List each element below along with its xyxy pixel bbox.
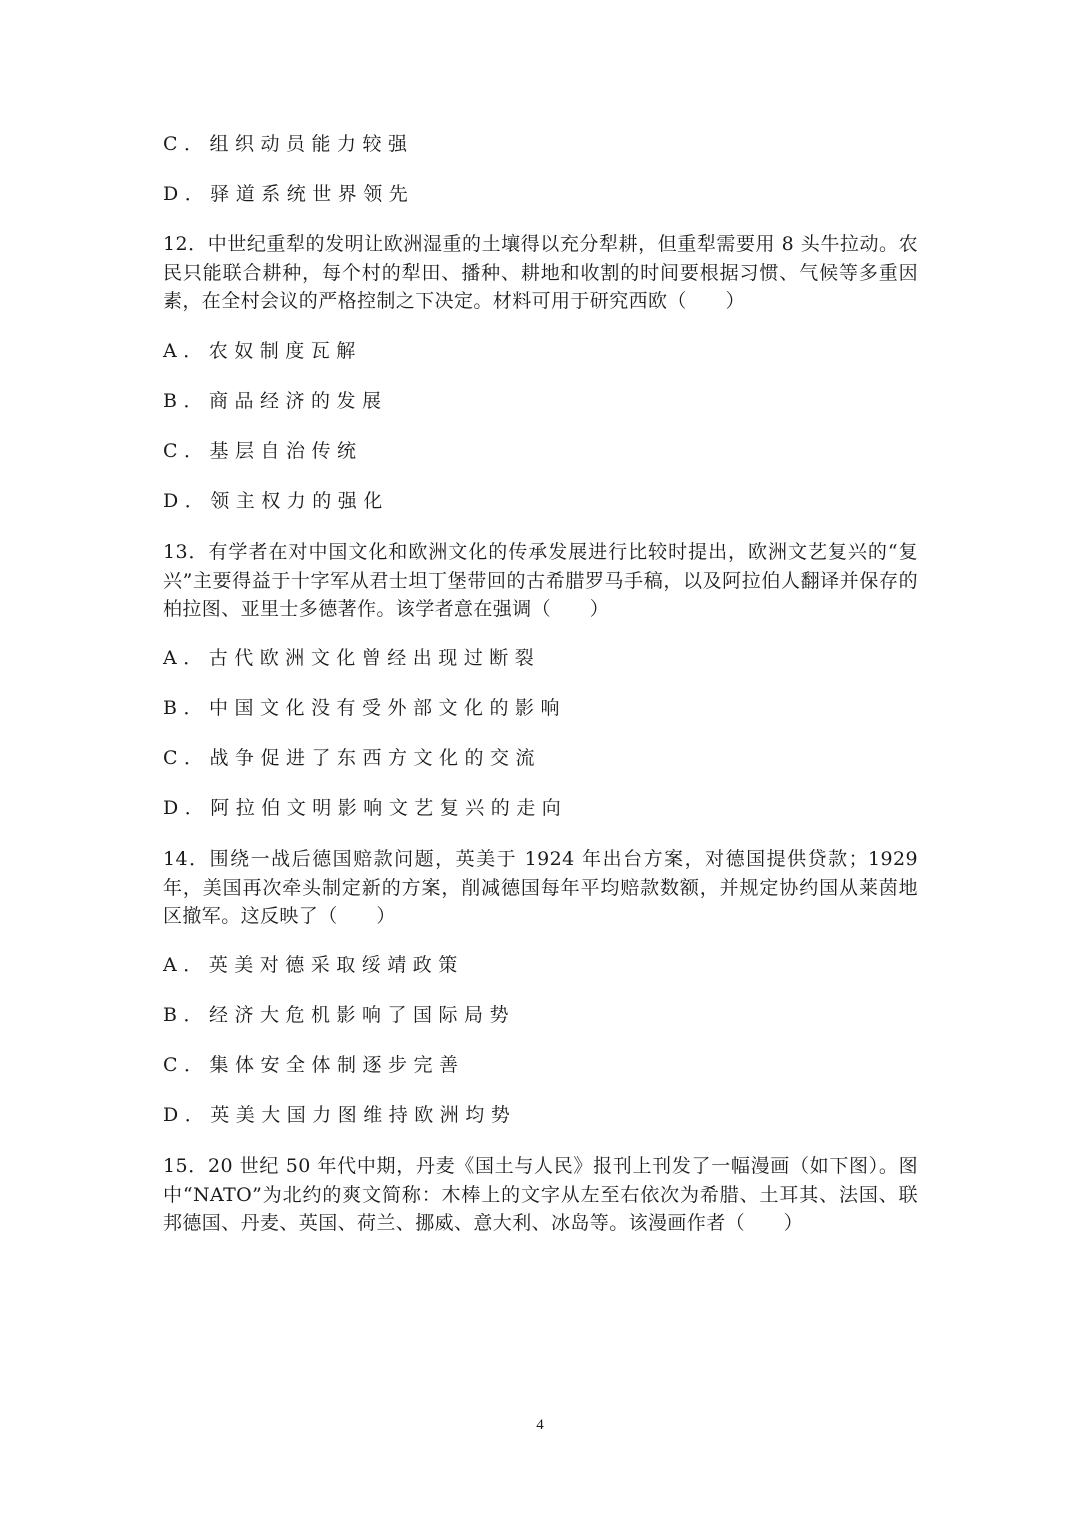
q14-option-a: A．英美对德采取绥靖政策 (163, 954, 464, 976)
q12-option-a: A．农奴制度瓦解 (163, 340, 362, 362)
q14-option-c: C．集体安全体制逐步完善 (163, 1054, 465, 1076)
q13-option-c: C．战争促进了东西方文化的交流 (163, 747, 542, 769)
q12-option-b: B．商品经济的发展 (163, 390, 388, 412)
q11-option-d: D．驿道系统世界领先 (163, 183, 415, 205)
q12-stem: 12．中世纪重犁的发明让欧洲湿重的土壤得以充分犁耕，但重犁需要用 8 头牛拉动。农民只能联合耕种，每个村的犁田、播种、耕地和收割的时间要根据习惯、气候等多重因素，在全村会议的严格控制之下决定。材料可用于研究西欧（ ） (163, 233, 918, 312)
q12-option-d: D．领主权力的强化 (163, 490, 389, 512)
q13-option-b: B．中国文化没有受外部文化的影响 (163, 697, 566, 719)
q11-option-c: C．组织动员能力较强 (163, 133, 414, 155)
q13-option-a: A．古代欧洲文化曾经出现过断裂 (163, 647, 541, 669)
q13-option-d: D．阿拉伯文明影响文艺复兴的走向 (163, 797, 568, 819)
q14-stem: 14．围绕一战后德国赔款问题，英美于 1924 年出台方案，对德国提供贷款；1929 年，美国再次牵头制定新的方案，削减德国每年平均赔款数额，并规定协约国从莱茵地区撤军。这反映了（ ） (163, 848, 918, 927)
page-number: 4 (536, 1417, 544, 1433)
q13-stem: 13．有学者在对中国文化和欧洲文化的传承发展进行比较时提出，欧洲文艺复兴的“复兴”主要得益于十字军从君士坦丁堡带回的古希腊罗马手稿，以及阿拉伯人翻译并保存的柏拉图、亚里士多德著作。该学者意在强调（ ） (163, 541, 918, 620)
q12-option-c: C．基层自治传统 (163, 440, 363, 462)
q15-stem: 15．20 世纪 50 年代中期，丹麦《国土与人民》报刊上刊发了一幅漫画（如下图）。图中“NATO”为北约的爽文简称：木棒上的文字从左至右依次为希腊、土耳其、法国、联邦德国、丹麦、英国、荷兰、挪威、意大利、冰岛等。该漫画作者（ ） (163, 1155, 918, 1234)
q14-option-d: D．英美大国力图维持欧洲均势 (163, 1104, 517, 1126)
q14-option-b: B．经济大危机影响了国际局势 (163, 1004, 515, 1026)
